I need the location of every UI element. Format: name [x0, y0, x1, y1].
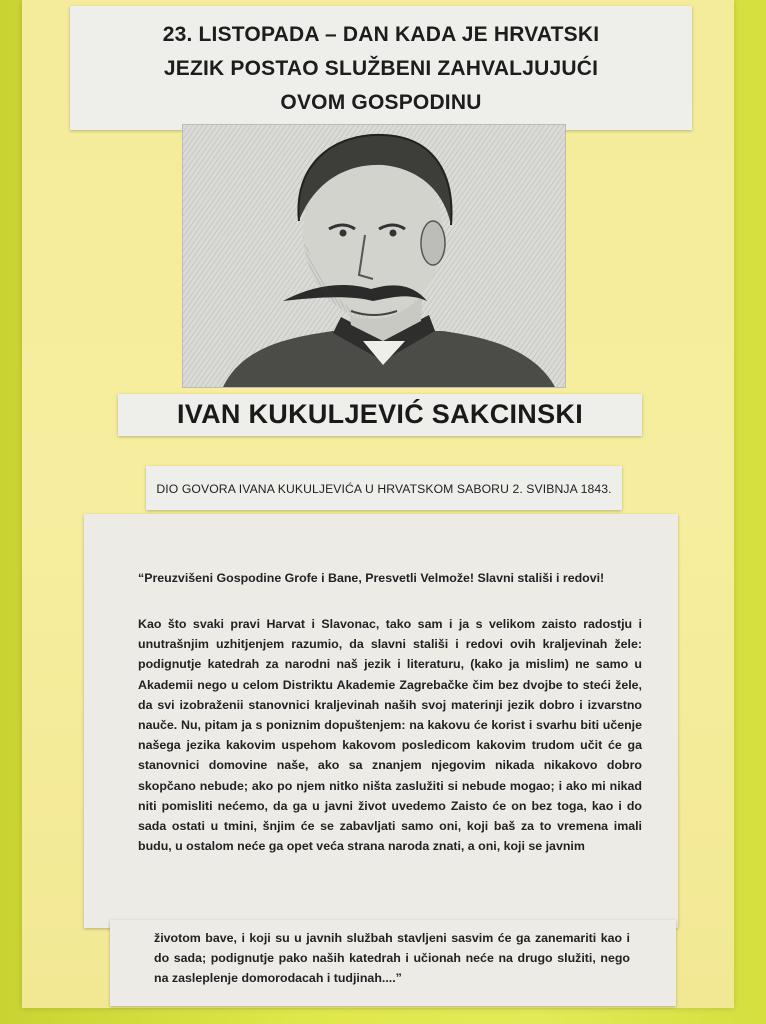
name-label	[118, 394, 642, 436]
person-name: IVAN KUKULJEVIĆ SAKCINSKI	[176, 399, 584, 429]
portrait-image	[182, 124, 566, 388]
portrait-engraving-icon	[183, 125, 565, 387]
speech-text-sheet-continued	[110, 920, 676, 1006]
poster-title: 23. LISTOPADA – DAN KADA JE HRVATSKI JEZIK POSTAO SLUŽBENI ZAHVALJUJUĆI OVOM GOSPODINU	[162, 23, 600, 114]
speech-text-sheet	[84, 514, 678, 928]
speech-heading-label	[146, 466, 622, 510]
speech-body: Kao što svaki pravi Harvat i Slavonac, tako sam i ja s velikom zaisto radostju i unutrašnjim uzhitjenjem razumio, da slavni stališi i redovi ovih kraljevinah žele: podignutje katedrah za narodni naš jezik i literaturu, (kako ja mislim) ne samo u Akademii nego u celom Distriktu Akademie Zagrebačke čim bez dvojbe to steći žele, da svi izobraženii stanovnici kraljevinah naših svoj materinji jezik dobro i izvarstno nauče. Nu, pitam ja s poniznim dopuštenjem: na kakovu će korist i svarhu biti učenje našega jezika kakovim uspehom kakovom posledicom kakovim trudom učit će ga stanovnici domovine naše, ako sa znanjem njegovim nikada nikakovo dobro skopčano nebude; ako po njem nitko ništa zaslužiti si nebude mogao; i ako mi nikad niti pomisliti nećemo, da ga u javni život uvedemo Zaisto će on bez toga, kao i do sada ostati u tmini, šnjim će se zabavljati samo oni, koji baš za to vremena imali budu, u ostalom neće ga opet veća strana naroda znati, a oni, koji se javnim	[138, 617, 642, 854]
speech-body-end: životom bave, i koji su u javnih službah stavljeni sasvim će ga zanemariti kao i do sada; podignutje pako naših katedrah i učionah neće na drugo služiti, nego na zasleplenje domorodacah i tudjinah....”	[154, 931, 630, 985]
poster-board	[22, 0, 734, 1008]
speech-salutation: “Preuzvišeni Gospodine Grofe i Bane, Presvetli Velmože! Slavni stališi i redovi!	[138, 571, 605, 585]
speech-heading: DIO GOVORA IVANA KUKULJEVIĆA U HRVATSKOM SABORU 2. SVIBNJA 1843.	[156, 482, 612, 496]
title-label	[70, 6, 692, 130]
